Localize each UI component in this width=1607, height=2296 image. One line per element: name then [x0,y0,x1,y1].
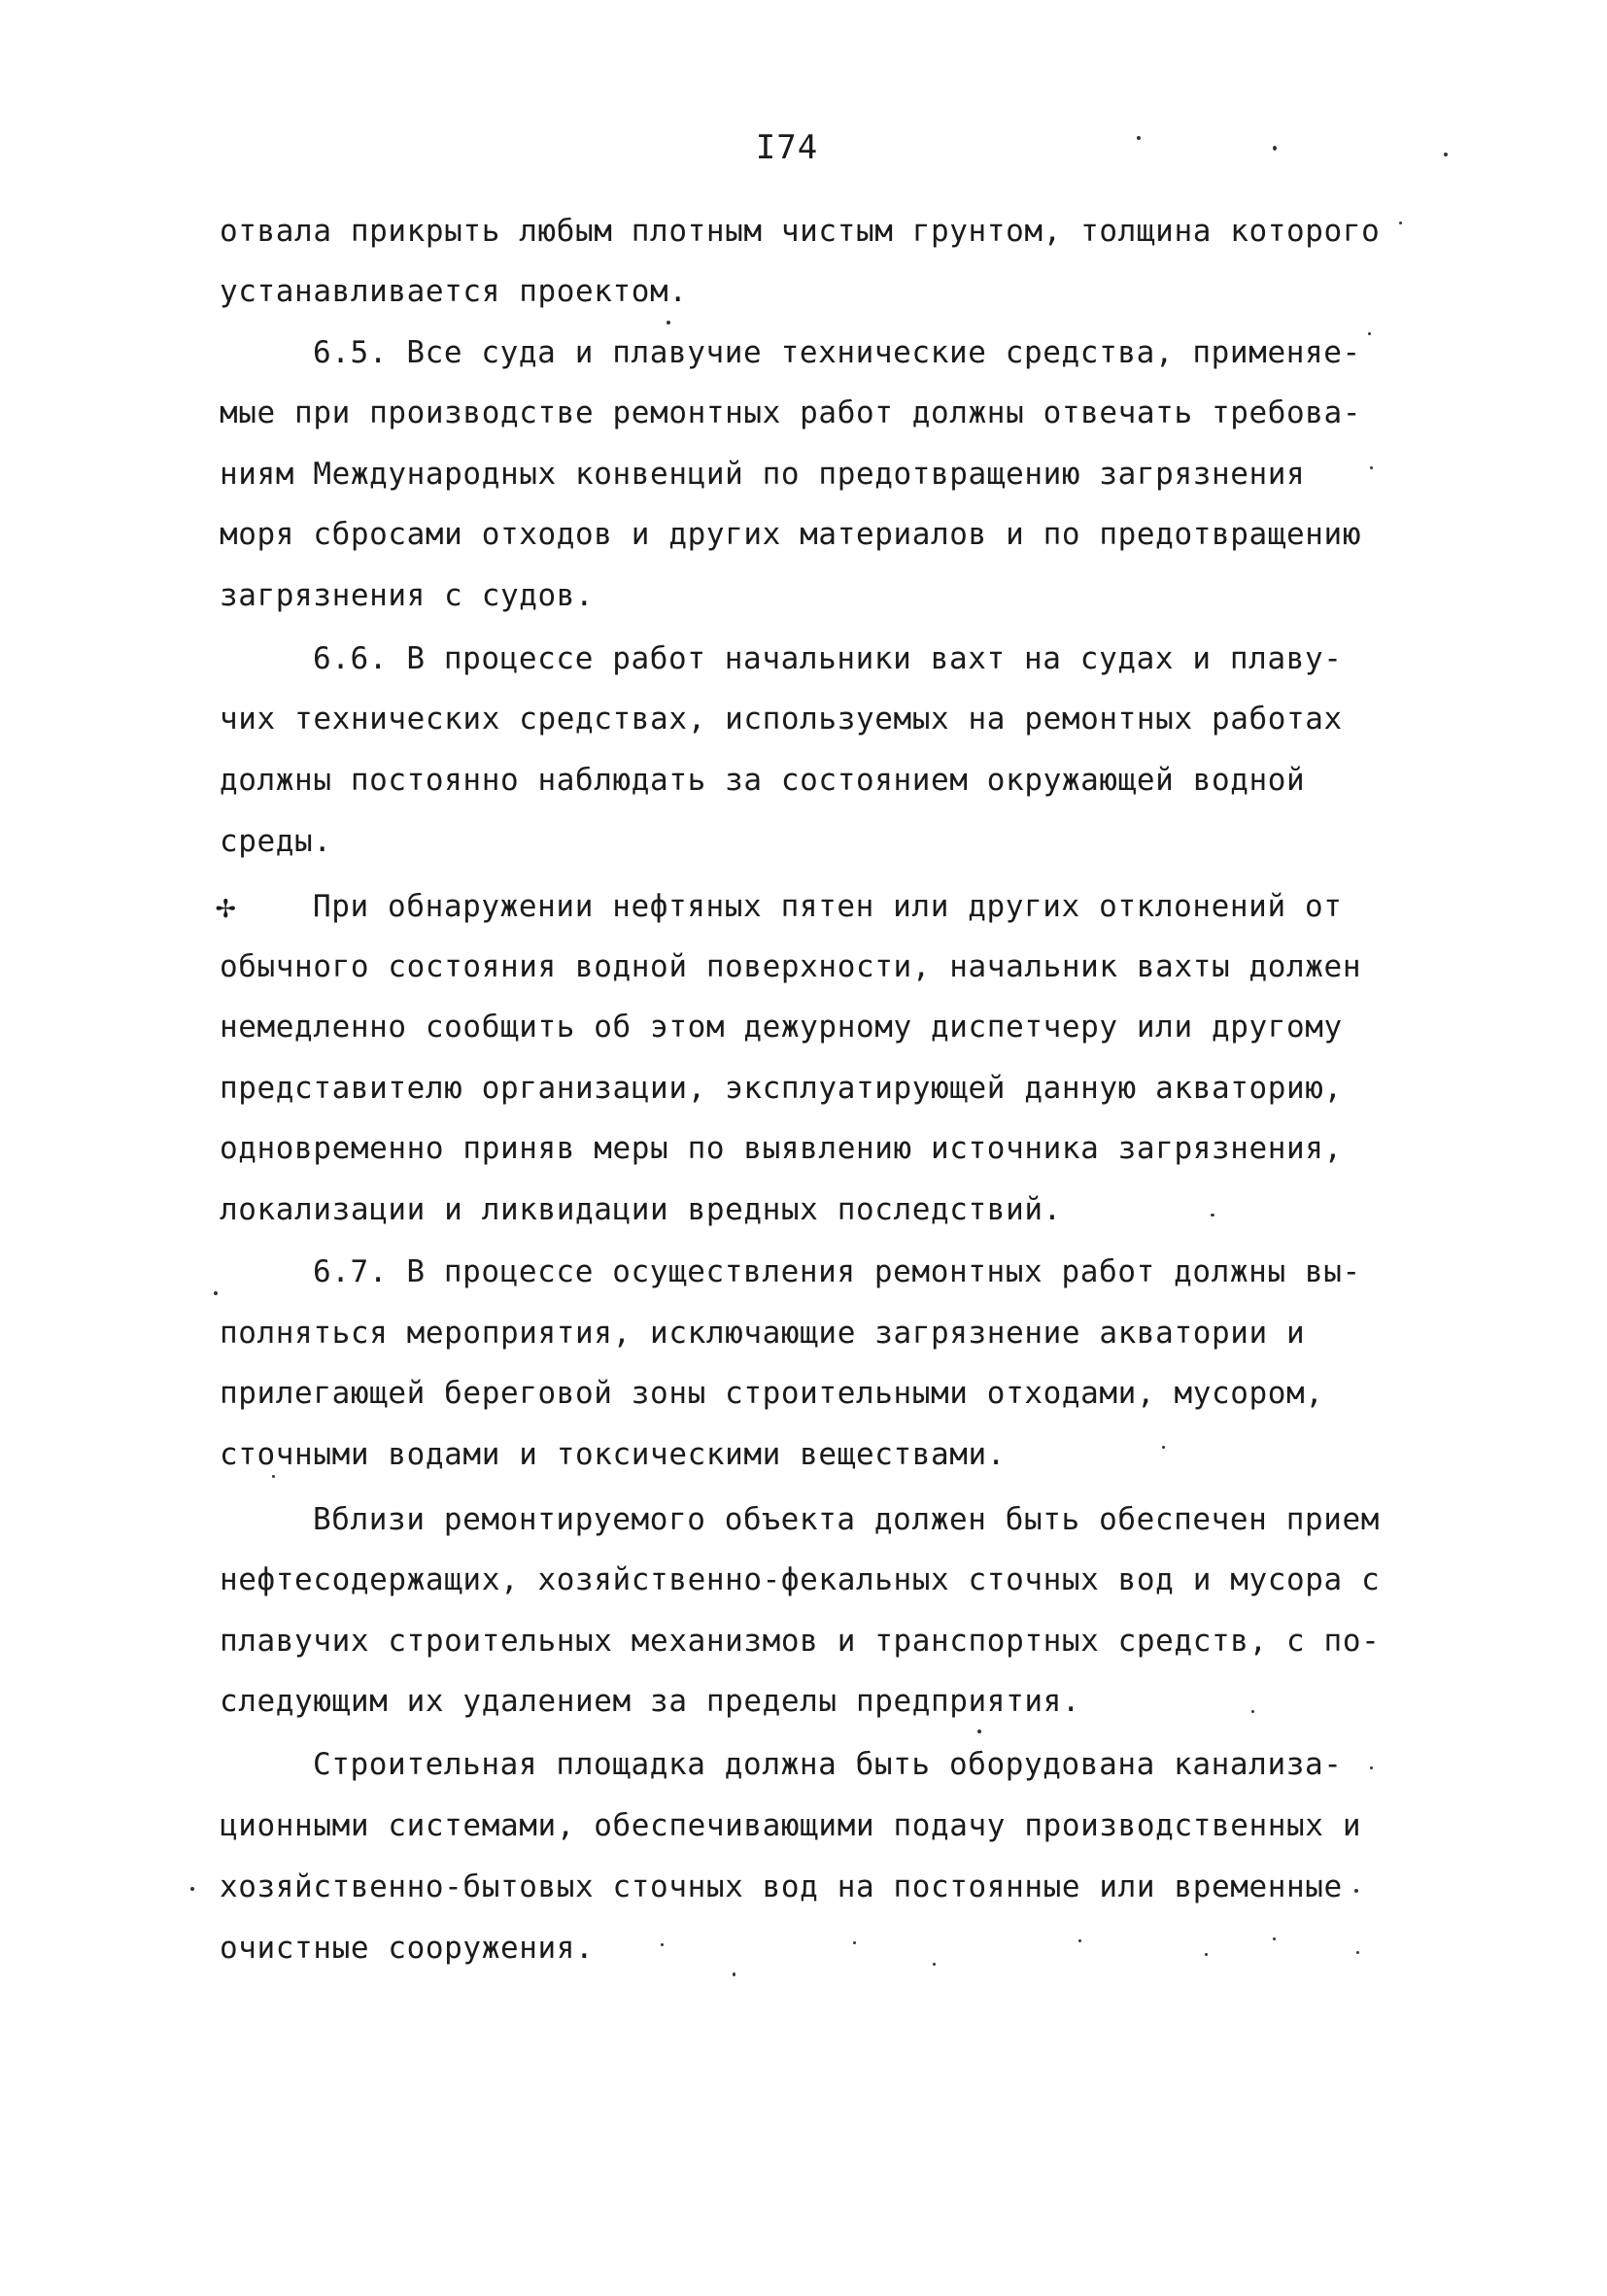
text-line: отвала прикрыть любым плотным чистым грунтом, толщина которого [220,214,1381,249]
text-line: следующим их удалением за пределы предприятия. [220,1684,1081,1719]
paragraph-start: При обнаружении нефтяных пятен или других отклонений от [313,889,1343,924]
scan-speck [1078,1939,1081,1942]
scan-speck [190,1887,194,1891]
text-line: очистные сооружения. [220,1931,595,1966]
text-line: сточными водами и токсическими веществами. [220,1437,1007,1472]
text-line: полняться мероприятия, исключающие загрязнение акватории и [220,1316,1306,1351]
marginal-mark: ✢ [216,887,236,926]
scan-speck [1370,466,1373,469]
scan-speck [1273,146,1277,151]
scan-speck [1273,1937,1276,1940]
scan-speck [1211,1214,1214,1217]
text-line: устанавливается проектом. [220,274,688,309]
scan-speck [214,1291,218,1295]
text-line: ционными системами, обеспечивающими подачу производственных и [220,1808,1362,1843]
text-line: обычного состояния водной поверхности, начальник вахты должен [220,949,1362,984]
scan-speck [977,1730,981,1733]
text-line: моря сбросами отходов и других материалов и по предотвращению [220,517,1362,552]
scan-speck [1251,1710,1254,1713]
text-line: одновременно приняв меры по выявлению источника загрязнения, [220,1131,1343,1166]
text-line: среды. [220,824,332,859]
scan-speck [1368,332,1371,335]
paragraph-start: Вблизи ремонтируемого объекта должен быть обеспечен прием [313,1502,1381,1537]
scan-speck [1356,1951,1359,1954]
scan-speck [1370,1766,1373,1769]
scan-speck [733,1972,735,1976]
paragraph-6-5-start: 6.5. Все суда и плавучие технические средства, применяе- [313,335,1361,370]
scan-speck [667,321,670,325]
text-line: представителю организации, эксплуатирующей данную акваторию, [220,1071,1343,1106]
text-line: немедленно сообщить об этом дежурному диспетчеру или другому [220,1010,1343,1045]
scan-speck [1399,222,1402,224]
paragraph-6-6-start: 6.6. В процессе работ начальники вахт на судах и плаву- [313,641,1343,676]
scan-speck [661,1943,664,1946]
page-number: I74 [755,128,819,167]
text-line: хозяйственно-бытовых сточных вод на постоянные или временные [220,1869,1343,1904]
text-line: чих технических средствах, используемых на ремонтных работах [220,702,1343,737]
paragraph-start: Строительная площадка должна быть оборудована канализа- [313,1747,1343,1782]
text-line: должны постоянно наблюдать за состоянием окружающей водной [220,763,1306,798]
text-line: плавучих строительных механизмов и транспортных средств, с по- [220,1624,1381,1659]
text-line: мые при производстве ремонтных работ должны отвечать требова- [220,395,1362,430]
scan-speck [272,1475,275,1478]
scan-speck [1162,1446,1165,1449]
text-line: локализации и ликвидации вредных последствий. [220,1192,1062,1227]
text-line: загрязнения с судов. [220,578,595,613]
text-line: нефтесодержащих, хозяйственно-фекальных сточных вод и мусора с [220,1562,1381,1597]
text-line: прилегающей береговой зоны строительными отходами, мусором, [220,1376,1324,1411]
scan-speck [1444,153,1448,156]
text-line: ниям Международных конвенций по предотвращению загрязнения [220,457,1306,492]
scan-speck [1354,1889,1358,1893]
paragraph-6-7-start: 6.7. В процессе осуществления ремонтных работ должны вы- [313,1254,1361,1289]
scan-speck [853,1941,856,1944]
scan-speck [1137,136,1141,140]
scan-speck [933,1963,936,1966]
scan-speck [1205,1953,1208,1956]
